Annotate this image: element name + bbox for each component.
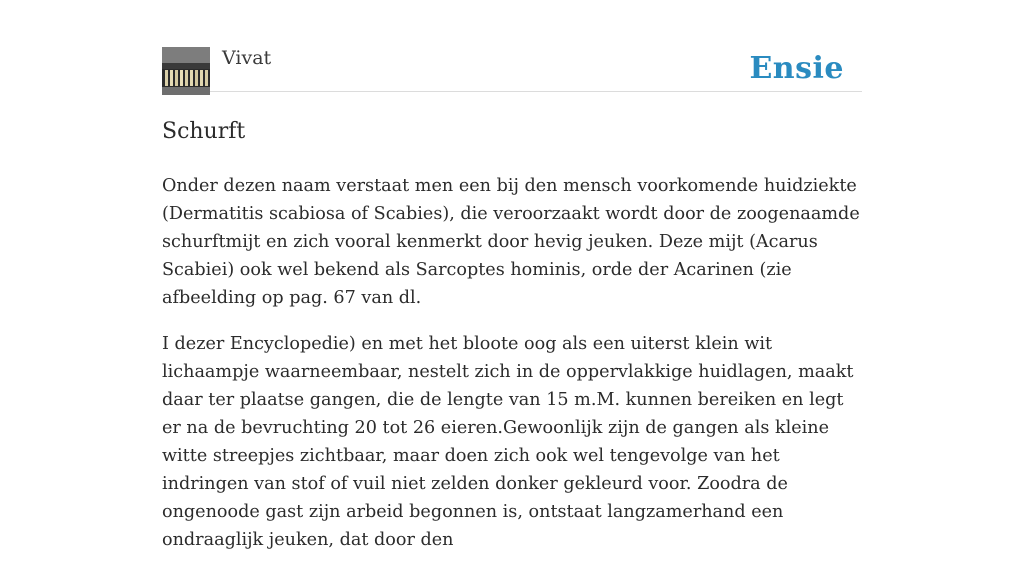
page-title: Schurft [162,119,246,144]
avatar[interactable] [162,47,210,95]
article-paragraph: I dezer Encyclopedie) en met het bloote oog als een uiterst klein wit lichaampje waarneembaar, nestelt zich in de oppervlakkige huidlagen, maakt daar ter plaatse gangen, die de lengte van 15 m.M. kunnen bereiken en legt er na de bevruchting 20 tot 26 eieren.Gewoonlijk zijn de gangen als kleine witte streepjes zichtbaar, maar doen zich ook wel tengevolge van het indringen van stof of vuil niet zelden donker gekleurd voor. Zoodra de ongenoode gast zijn arbeid begonnen is, ontstaat langzamerhand een ondraaglijk jeuken, dat door den [162,334,854,550]
content-column [162,47,862,572]
header [162,47,862,92]
article-body [162,172,862,554]
source-name[interactable]: Vivat [222,47,272,69]
article-paragraph: Onder dezen naam verstaat men een bij den mensch voorkomende huidziekte (Dermatitis scabiosa of Scabies), die veroorzaakt wordt door de zoogenaamde schurftmijt en zich vooral kenmerkt door hevig jeuken. Deze mijt (Acarus Scabiei) ook wel bekend als Sarcoptes hominis, orde der Acarinen (zie afbeelding op pag. 67 van dl. [162,176,860,308]
ensie-logo[interactable]: Ensie [749,51,844,86]
book-spines-avatar-icon [162,47,210,95]
